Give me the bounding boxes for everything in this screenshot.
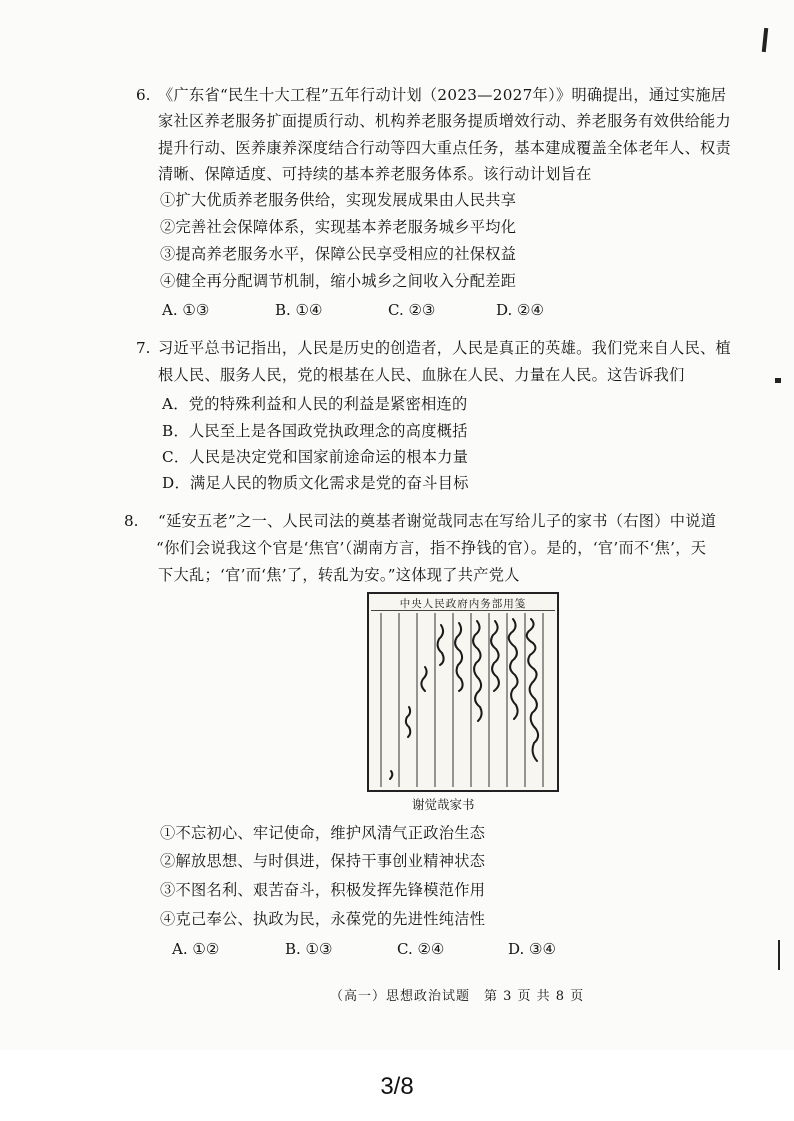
- question-text-line: 《广东省“民生十大工程”五年行动计划（2023—2027年）》明确提出，通过实施居: [158, 86, 727, 104]
- option-a[interactable]: A. ①③: [162, 301, 210, 319]
- statement: ④健全再分配调节机制，缩小城乡之间收入分配差距: [160, 272, 517, 290]
- option-d[interactable]: D. ②④: [496, 301, 544, 319]
- question-text-line: 家社区养老服务扩面提质行动、机构养老服务提质增效行动、养老服务有效供给能力: [158, 112, 732, 130]
- question-text-line: 下大乱；‘官’而‘焦’了，转乱为安。”这体现了共产党人: [158, 566, 520, 584]
- option-d[interactable]: D. ③④: [508, 940, 556, 958]
- statement: ②完善社会保障体系，实现基本养老服务城乡平均化: [160, 218, 517, 236]
- handwriting-illustration: [369, 611, 557, 791]
- letterhead: 中央人民政府内务部用笺: [371, 596, 555, 611]
- statement: ②解放思想、与时俱进，保持干事创业精神状态: [160, 852, 486, 870]
- option-a[interactable]: A．党的特殊利益和人民的利益是紧密相连的: [162, 395, 468, 413]
- question-text-line: 提升行动、医养康养深度结合行动等四大重点任务，基本建成覆盖全体老年人、权责: [158, 139, 732, 157]
- option-c[interactable]: C. ②③: [388, 301, 436, 319]
- question-text-line: 根人民、服务人民，党的根基在人民、血脉在人民、力量在人民。这告诉我们: [158, 366, 685, 384]
- question-text-line: “延安五老”之一、人民司法的奠基者谢觉哉同志在写给儿子的家书（右图）中说道: [158, 512, 717, 530]
- statement: ③不图名利、艰苦奋斗，积极发挥先锋模范作用: [160, 881, 486, 899]
- question-text-line: “你们会说我这个官是‘焦官’（湖南方言，指不挣钱的官）。是的，‘官’而不‘焦’，天: [156, 539, 707, 557]
- option-b[interactable]: B. ①④: [275, 301, 323, 319]
- scan-mark: [762, 28, 768, 52]
- scan-mark: [775, 378, 781, 383]
- question-text-line: 清晰、保障适度、可持续的基本养老服务体系。该行动计划旨在: [158, 165, 592, 183]
- statement: ①不忘初心、牢记使命，维护风清气正政治生态: [160, 824, 486, 842]
- question-number: 6.: [136, 86, 151, 104]
- option-b[interactable]: B．人民至上是各国政党执政理念的高度概括: [162, 422, 468, 440]
- statement: ①扩大优质养老服务供给，实现发展成果由人民共享: [160, 191, 517, 209]
- option-c[interactable]: C. ②④: [397, 940, 445, 958]
- option-a[interactable]: A. ①②: [172, 940, 220, 958]
- question-number: 7.: [136, 339, 151, 357]
- question-text-line: 习近平总书记指出，人民是历史的创造者，人民是真正的英雄。我们党来自人民、植: [158, 339, 732, 357]
- statement: ④克己奉公、执政为民，永葆党的先进性纯洁性: [160, 910, 486, 928]
- question-number: 8.: [124, 512, 139, 530]
- page-footer: （高一）思想政治试题 第 3 页 共 8 页: [330, 989, 585, 1004]
- option-d[interactable]: D．满足人民的物质文化需求是党的奋斗目标: [162, 474, 469, 492]
- statement: ③提高养老服务水平，保障公民享受相应的社保权益: [160, 245, 517, 263]
- scan-mark: [778, 940, 780, 970]
- page-number: 3/8: [380, 1073, 414, 1100]
- option-c[interactable]: C．人民是决定党和国家前途命运的根本力量: [162, 448, 469, 466]
- option-b[interactable]: B. ①③: [285, 940, 333, 958]
- letter-image: [367, 592, 559, 792]
- figure-caption: 谢觉哉家书: [412, 797, 475, 812]
